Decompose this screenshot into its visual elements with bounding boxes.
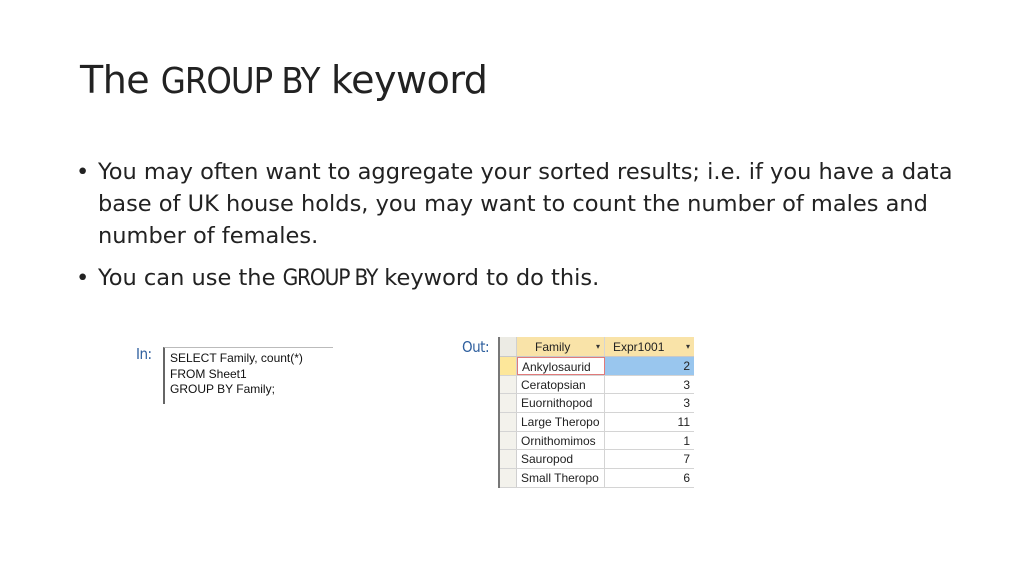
table-row[interactable] xyxy=(500,376,694,395)
column-header-label: Expr1001 xyxy=(613,340,665,354)
bullet-marker: • xyxy=(76,159,90,185)
datasheet-header-row xyxy=(500,337,694,357)
cell-count[interactable]: 3 xyxy=(683,396,690,411)
bullet-text-2-keyword: GROUP BY xyxy=(282,265,378,291)
sql-query-box xyxy=(163,347,333,404)
dropdown-arrow-icon[interactable]: ▾ xyxy=(595,342,600,351)
table-row[interactable] xyxy=(500,357,694,376)
row-selector[interactable] xyxy=(500,357,517,375)
row-selector[interactable] xyxy=(500,394,517,412)
bullet-marker: • xyxy=(76,265,90,291)
sql-line: FROM Sheet1 xyxy=(170,366,247,381)
row-selector[interactable] xyxy=(500,413,517,431)
title-keyword: GROUP BY xyxy=(160,61,320,102)
out-label: Out: xyxy=(462,338,490,356)
slide-title xyxy=(80,58,487,102)
cell-family[interactable]: Euornithopod xyxy=(517,394,605,412)
column-header-expr1001[interactable] xyxy=(605,337,694,356)
row-selector[interactable] xyxy=(500,376,517,394)
in-label: In: xyxy=(136,345,152,363)
cell-count[interactable]: 11 xyxy=(677,415,690,430)
cell-count[interactable]: 1 xyxy=(683,433,690,448)
cell-count[interactable]: 3 xyxy=(683,377,690,392)
bullet-text-1: You may often want to aggregate your sorted results; i.e. if you have a data base of UK house holds, you may want to count the number of males and number of females. xyxy=(98,159,953,249)
title-prefix: The xyxy=(80,58,161,102)
table-row[interactable] xyxy=(500,469,694,488)
cell-family[interactable]: Ankylosaurid xyxy=(517,357,605,375)
select-all-corner[interactable] xyxy=(500,337,517,356)
cell-family[interactable]: Ceratopsian xyxy=(517,376,605,394)
cell-family[interactable]: Small Theropo xyxy=(517,469,605,487)
row-selector[interactable] xyxy=(500,469,517,487)
bullet-item-1 xyxy=(76,156,956,252)
cell-family[interactable]: Ornithomimos xyxy=(517,432,605,450)
column-header-label: Family xyxy=(535,340,571,354)
dropdown-arrow-icon[interactable]: ▾ xyxy=(685,342,690,351)
bullet-text-2-suffix: keyword to do this. xyxy=(377,265,600,291)
table-row[interactable] xyxy=(500,394,694,413)
bullet-text-2-prefix: You can use the xyxy=(98,265,283,291)
title-suffix: keyword xyxy=(319,58,488,102)
bullet-item-2 xyxy=(76,262,956,294)
table-row[interactable] xyxy=(500,413,694,432)
table-row[interactable] xyxy=(500,450,694,469)
sql-line: SELECT Family, count(*) xyxy=(170,351,303,365)
column-header-family[interactable] xyxy=(517,337,605,356)
cell-family[interactable]: Sauropod xyxy=(517,450,605,468)
table-row[interactable] xyxy=(500,432,694,451)
cell-count[interactable]: 7 xyxy=(683,452,690,467)
sql-line: GROUP BY Family; xyxy=(170,382,275,396)
cell-family[interactable]: Large Theropo xyxy=(517,413,605,431)
row-selector[interactable] xyxy=(500,432,517,450)
cell-count[interactable]: 6 xyxy=(683,471,690,486)
cell-count[interactable]: 2 xyxy=(605,357,694,375)
row-selector[interactable] xyxy=(500,450,517,468)
bullet-list xyxy=(76,156,956,304)
result-datasheet xyxy=(498,337,694,488)
